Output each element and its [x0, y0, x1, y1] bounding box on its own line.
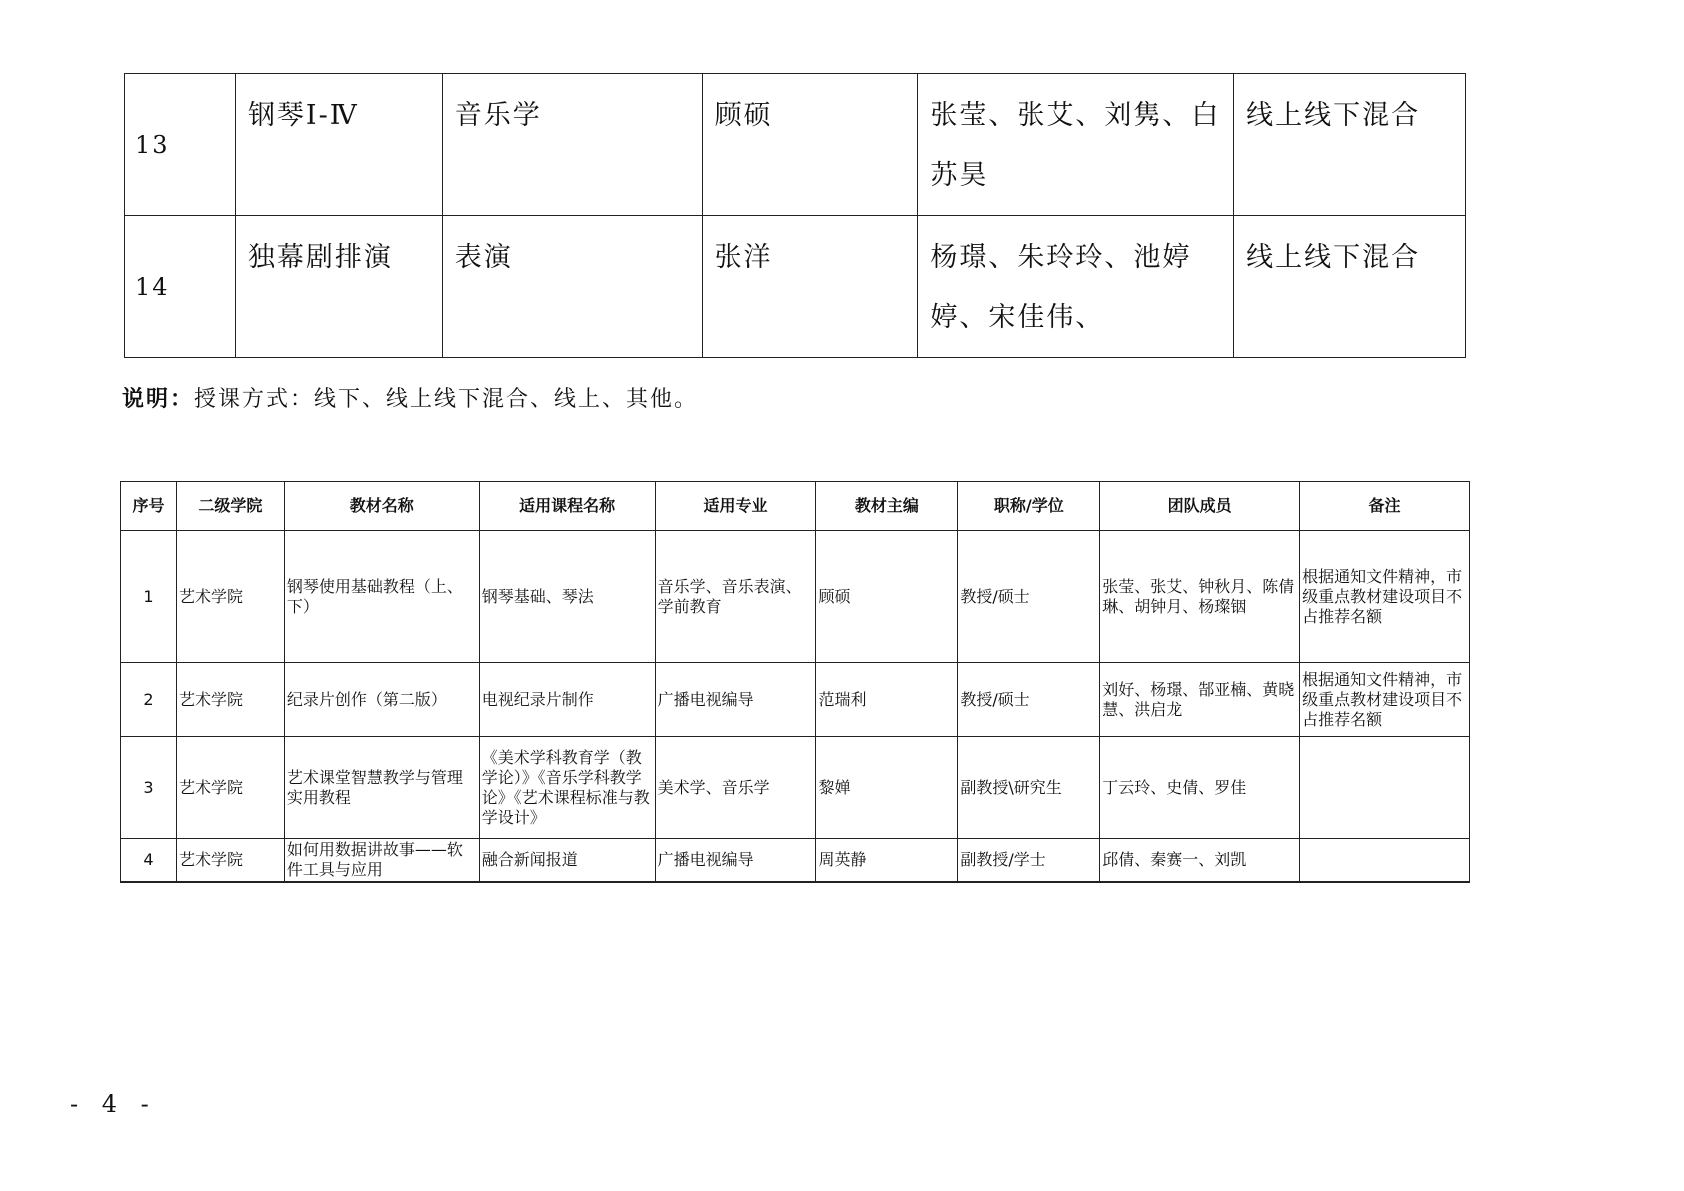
- table-row: [125, 216, 1466, 358]
- cell-editor: 黎婵: [816, 737, 958, 839]
- table-row: [121, 839, 1470, 882]
- course-lead: 顾硕: [702, 74, 918, 216]
- course-team: 张莹、张艾、刘隽、白苏昊: [918, 74, 1234, 216]
- cell-no: 3: [121, 737, 177, 839]
- cell-title: 教授/硕士: [958, 531, 1100, 663]
- header-editor: 教材主编: [816, 482, 958, 531]
- cell-title: 教授/硕士: [958, 663, 1100, 737]
- header-course: 适用课程名称: [479, 482, 655, 531]
- cell-major: 音乐学、音乐表演、学前教育: [655, 531, 816, 663]
- table-row: [121, 737, 1470, 839]
- note-label: 说明：: [122, 386, 195, 412]
- course-name: 独幕剧排演: [235, 216, 442, 358]
- cell-no: 4: [121, 839, 177, 882]
- cell-no: 1: [121, 531, 177, 663]
- cell-title: 副教授/学士: [958, 839, 1100, 882]
- cell-no: 2: [121, 663, 177, 737]
- cell-remark: [1300, 839, 1470, 882]
- cell-college: 艺术学院: [176, 663, 284, 737]
- header-title: 职称/学位: [958, 482, 1100, 531]
- cell-remark: 根据通知文件精神，市级重点教材建设项目不占推荐名额: [1300, 663, 1470, 737]
- cell-editor: 周英静: [816, 839, 958, 882]
- cell-major: 广播电视编导: [655, 663, 816, 737]
- cell-book-name: 艺术课堂智慧教学与管理实用教程: [284, 737, 479, 839]
- cell-book-name: 如何用数据讲故事——软件工具与应用: [284, 839, 479, 882]
- cell-team: 刘好、杨璟、郜亚楠、黄晓慧、洪启龙: [1100, 663, 1300, 737]
- header-team: 团队成员: [1100, 482, 1300, 531]
- cell-book-name: 钢琴使用基础教程（上、下）: [284, 531, 479, 663]
- cell-college: 艺术学院: [176, 839, 284, 882]
- course-team: 杨璟、朱玲玲、池婷婷、宋佳伟、: [918, 216, 1234, 358]
- table-row: [121, 531, 1470, 663]
- cell-title: 副教授\研究生: [958, 737, 1100, 839]
- course-mode: 线上线下混合: [1234, 74, 1466, 216]
- course-number: 13: [125, 74, 236, 216]
- header-row: [121, 482, 1470, 531]
- textbook-table: [120, 481, 1470, 883]
- course-name: 钢琴Ⅰ-Ⅳ: [235, 74, 442, 216]
- course-major: 表演: [442, 216, 702, 358]
- course-major: 音乐学: [442, 74, 702, 216]
- page-number: - 4 -: [70, 1090, 157, 1118]
- cell-course: 融合新闻报道: [479, 839, 655, 882]
- header-book-name: 教材名称: [284, 482, 479, 531]
- cell-college: 艺术学院: [176, 737, 284, 839]
- cell-course: 电视纪录片制作: [479, 663, 655, 737]
- cell-remark: 根据通知文件精神，市级重点教材建设项目不占推荐名额: [1300, 531, 1470, 663]
- header-college: 二级学院: [176, 482, 284, 531]
- cell-team: 张莹、张艾、钟秋月、陈倩琳、胡钟月、杨璨铟: [1100, 531, 1300, 663]
- course-lead: 张洋: [702, 216, 918, 358]
- table-row: [121, 663, 1470, 737]
- cell-remark: [1300, 737, 1470, 839]
- cell-course: 《美术学科教育学（教学论）》《音乐学科教学论》《艺术课程标准与教学设计》: [479, 737, 655, 839]
- table-row: [125, 74, 1466, 216]
- header-remark: 备注: [1300, 482, 1470, 531]
- cell-major: 广播电视编导: [655, 839, 816, 882]
- course-mode: 线上线下混合: [1234, 216, 1466, 358]
- note-text: 授课方式：线下、线上线下混合、线上、其他。: [194, 387, 699, 412]
- cell-editor: 范瑞利: [816, 663, 958, 737]
- cell-team: 丁云玲、史倩、罗佳: [1100, 737, 1300, 839]
- note: [122, 382, 698, 413]
- header-major: 适用专业: [655, 482, 816, 531]
- cell-book-name: 纪录片创作（第二版）: [284, 663, 479, 737]
- cell-course: 钢琴基础、琴法: [479, 531, 655, 663]
- header-no: 序号: [121, 482, 177, 531]
- cell-major: 美术学、音乐学: [655, 737, 816, 839]
- course-table: [124, 73, 1466, 358]
- cell-editor: 顾硕: [816, 531, 958, 663]
- course-number: 14: [125, 216, 236, 358]
- cell-college: 艺术学院: [176, 531, 284, 663]
- cell-team: 邱倩、秦赛一、刘凯: [1100, 839, 1300, 882]
